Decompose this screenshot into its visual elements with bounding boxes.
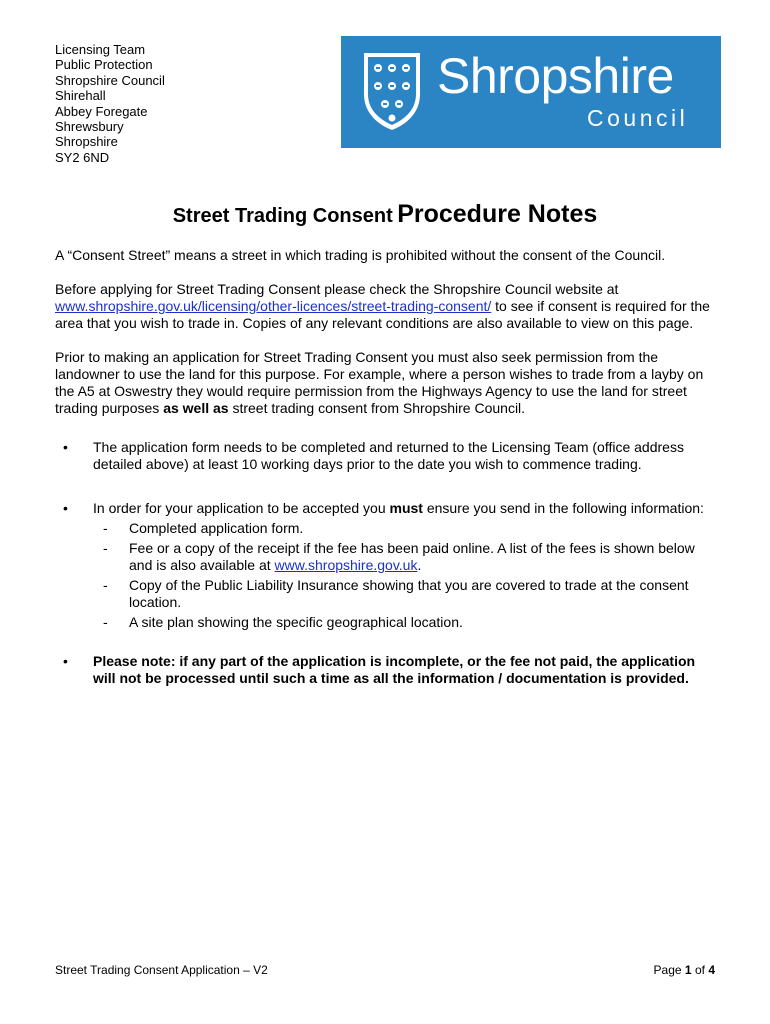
address-line: SY2 6ND xyxy=(55,149,110,165)
bullet-item: • In order for your application to be accepted you must ensure you send in the following information: - Completed application form. - Fee or a copy of the receipt if the fee has been paid online. A list of the fees is shown below and is also available at www.shropshire.gov.uk. - Copy of the Public Liability Insurance showing that you are covered to trade at the consent location. - A site plan showing the specific geographical location. xyxy=(55,500,715,631)
title-part-2: Procedure Notes xyxy=(397,200,598,228)
list-item: - Fee or a copy of the receipt if the fee has been paid online. A list of the fees is shown below and is also available at www.shropshire.gov.uk. xyxy=(103,540,695,573)
address-line: Abbey Foregate xyxy=(55,103,148,119)
page-title xyxy=(0,196,770,236)
bullet-item xyxy=(55,653,715,687)
footer-doc-name: Street Trading Consent Application – V2 xyxy=(55,963,268,977)
bullet-icon: • xyxy=(63,500,68,516)
list-item: - Copy of the Public Liability Insurance showing that you are covered to trade at the consent location. xyxy=(103,577,689,610)
document-body xyxy=(55,247,715,687)
page-number: Page 1 of 4 xyxy=(653,963,715,977)
paragraph-consent-street: A “Consent Street” means a street in which trading is prohibited without the consent of the Council. xyxy=(55,247,666,263)
coat-of-arms-icon xyxy=(361,50,423,132)
street-trading-link[interactable]: www.shropshire.gov.uk/licensing/other-licences/street-trading-consent/ xyxy=(55,298,492,314)
bullet-icon: • xyxy=(63,653,68,669)
address-line: Shrewsbury xyxy=(55,119,124,135)
sender-address xyxy=(55,42,165,165)
logo-subtitle: Council xyxy=(587,105,689,131)
address-line: Public Protection xyxy=(55,57,153,73)
paragraph-landowner: Prior to making an application for Street Trading Consent you must also seek permission from the landowner to use the land for this purpose. For example, where a person wishes to trade from a layby on the A5 at Oswestry they would require permission from the Highways Agency to use the land for street trading purposes as well as street trading consent from Shropshire Council. xyxy=(55,349,704,416)
paragraph-check-website: Before applying for Street Trading Consent please check the Shropshire Council website at www.shropshire.gov.uk/licensing/other-licences/street-trading-consent/ to see if consent is required for the area that you wish to trade in. Copies of any relevant conditions are also available to view on this page. xyxy=(55,281,710,331)
list-item: - Completed application form. xyxy=(103,520,304,536)
required-info-list xyxy=(93,520,715,631)
logo-wordmark: Shropshire xyxy=(437,48,674,104)
bullet-item: • The application form needs to be completed and returned to the Licensing Team (office address detailed above) at least 10 working days prior to the date you wish to commence trading. xyxy=(63,439,684,472)
address-line: Licensing Team xyxy=(55,42,146,57)
please-note: Please note: if any part of the application is incomplete, or the fee not paid, the application will not be processed until such a time as all the information / documentation is provided. xyxy=(93,653,696,686)
address-line: Shropshire Council xyxy=(55,72,165,88)
title-part-1: Street Trading Consent xyxy=(172,205,393,227)
shropshire-website-link[interactable]: www.shropshire.gov.uk xyxy=(274,557,418,573)
address-line: Shropshire xyxy=(55,134,118,150)
bullet-icon: • xyxy=(63,439,68,455)
list-item: - A site plan showing the specific geographical location. xyxy=(103,614,463,630)
address-line: Shirehall xyxy=(55,88,106,104)
shropshire-council-logo xyxy=(341,36,721,148)
